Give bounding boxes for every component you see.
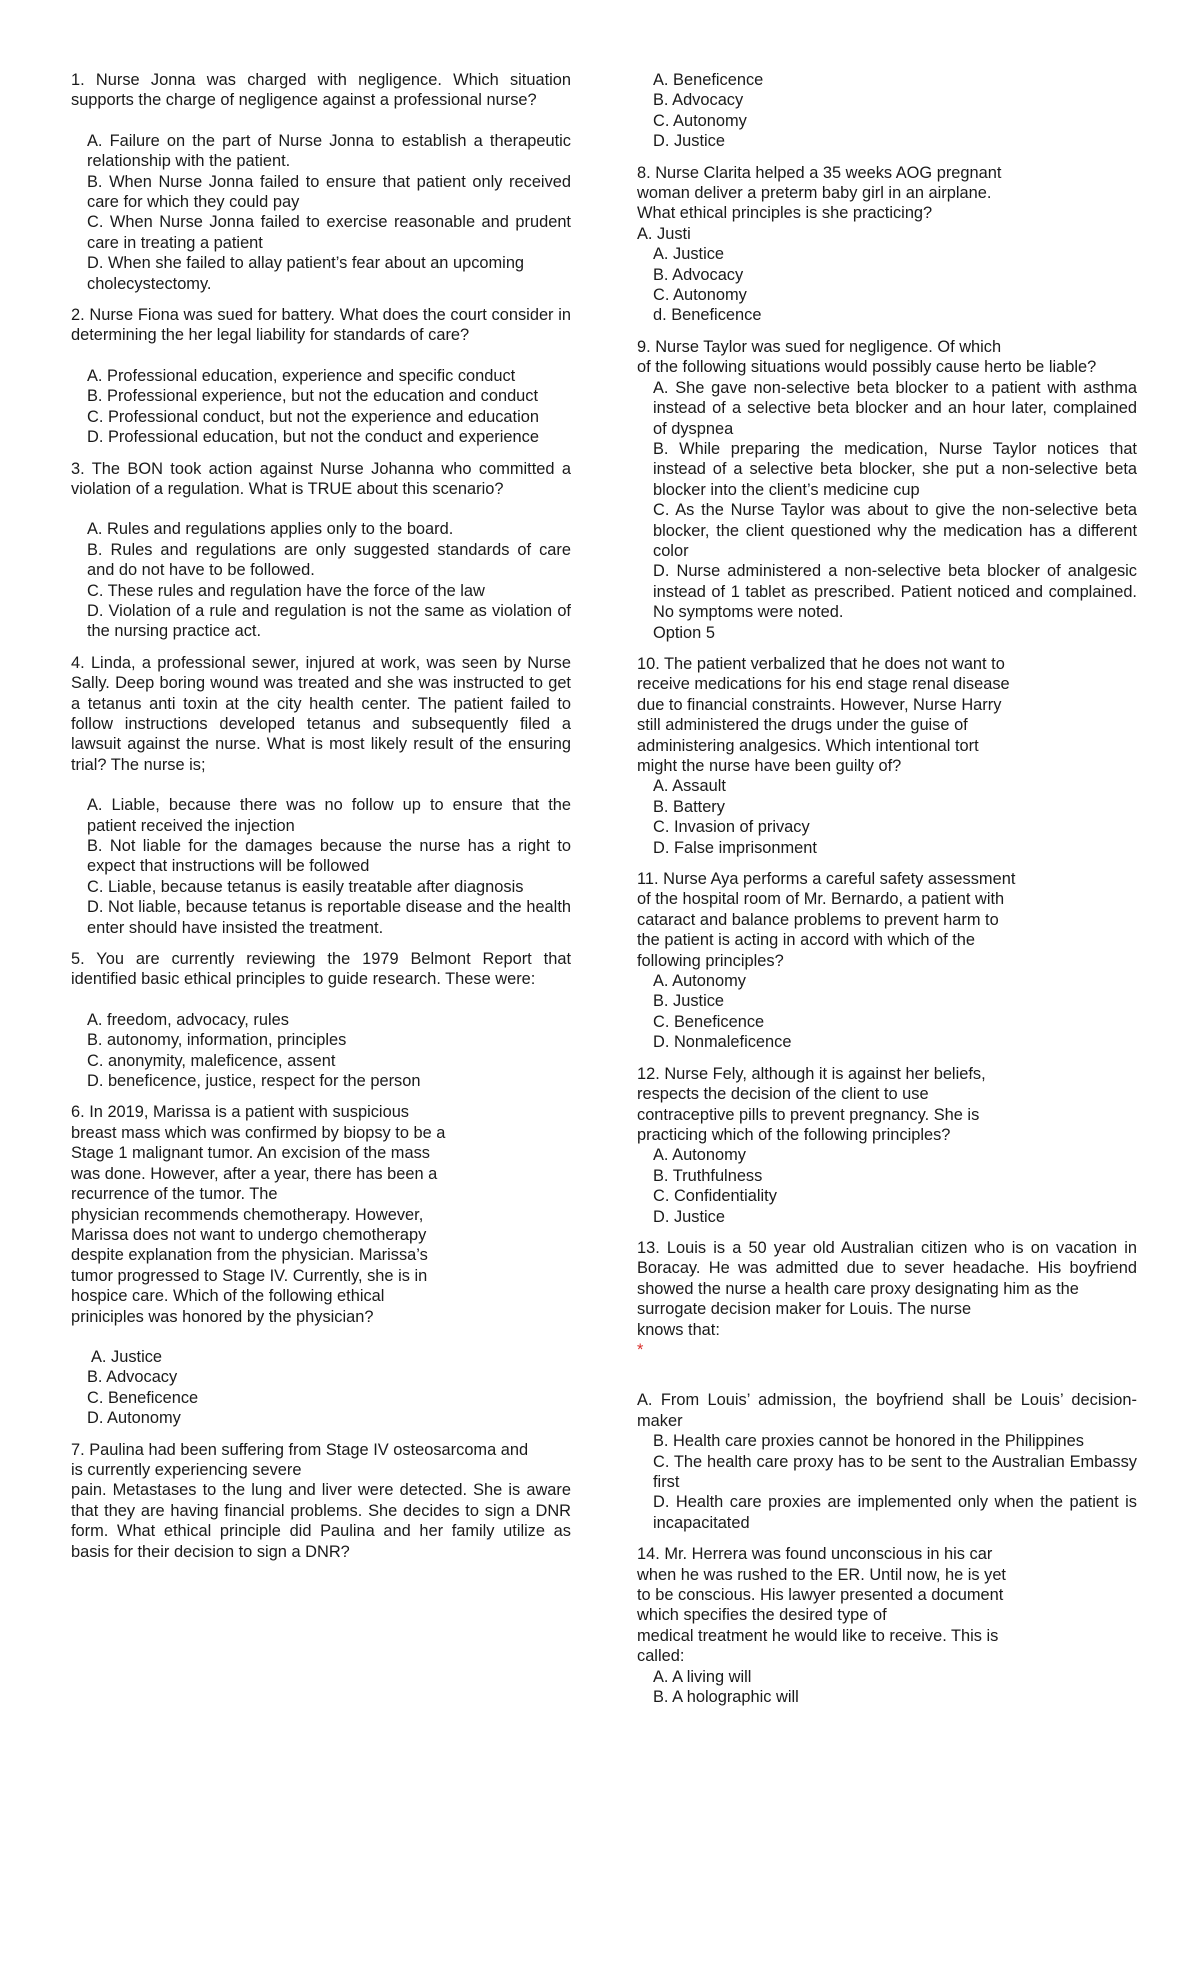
option-c: C. Autonomy <box>653 111 747 130</box>
option-d: D. False imprisonment <box>653 838 817 857</box>
options-list <box>71 131 571 294</box>
stem-line: of the following situations would possibly cause herto be liable? <box>637 358 1097 377</box>
stem-line: of the hospital room of Mr. Bernardo, a patient with <box>637 890 1005 909</box>
stem-line: 10. The patient verbalized that he does not want to <box>637 654 1005 673</box>
question-stem <box>637 337 1137 378</box>
option-b: B. Advocacy <box>87 1368 178 1387</box>
stem-line: which specifies the desired type of <box>637 1606 887 1625</box>
option-d: D. Autonomy <box>87 1409 181 1428</box>
stem-line: 12. Nurse Fely, although it is against her beliefs, <box>637 1064 986 1083</box>
option-b: B. Battery <box>653 797 725 816</box>
question-11 <box>637 869 1137 1053</box>
question-stem <box>637 1064 1137 1146</box>
stem-line: was done. However, after a year, there has been a <box>71 1164 438 1183</box>
question-7 <box>71 1440 571 1562</box>
option-a: A. Justice <box>653 245 725 264</box>
options-list <box>71 795 571 938</box>
options-list <box>637 378 1137 643</box>
option-b: B. Justice <box>653 992 725 1011</box>
question-8 <box>637 163 1137 326</box>
options-list <box>71 366 571 448</box>
option-d: D. Professional education, but not the conduct and experience <box>87 428 539 447</box>
option-b: B. Truthfulness <box>653 1166 763 1185</box>
question-stem <box>71 1440 571 1562</box>
option-d: D. Nurse administered a non-selective beta blocker of analgesic instead of 1 tablet as prescribed. Patient noticed and complained. No symptoms were noted. <box>653 562 1137 622</box>
option-b: B. Professional experience, but not the education and conduct <box>87 387 539 406</box>
option-c: C. When Nurse Jonna failed to exercise reasonable and prudent care in treating a patient <box>87 213 571 252</box>
option-d: D. Not liable, because tetanus is reportable disease and the health enter should have insisted the treatment. <box>87 898 571 937</box>
option-d: D. Justice <box>653 1207 725 1226</box>
option-c: C. Confidentiality <box>653 1187 777 1206</box>
stem-line: surrogate decision maker for Louis. The nurse <box>637 1300 972 1319</box>
option-d: d. Beneficence <box>653 306 762 325</box>
option-a: A. Autonomy <box>653 1146 746 1165</box>
option-c: C. Beneficence <box>87 1388 199 1407</box>
stem-line: practicing which of the following principles? <box>637 1125 951 1144</box>
option-d: D. When she failed to allay patient’s fear about an upcoming cholecystectomy. <box>87 254 525 293</box>
stem-line: hospice care. Which of the following ethical <box>71 1287 385 1306</box>
options-list <box>637 1390 1137 1533</box>
option-b: B. While preparing the medication, Nurse Taylor notices that instead of a selective beta blocker, she put a non-selective beta blocker into the client’s medicine cup <box>653 439 1137 499</box>
option-b: B. Advocacy <box>653 91 744 110</box>
question-7-options <box>637 70 1137 152</box>
options-list <box>637 1145 1137 1227</box>
stem-line: 13. Louis is a 50 year old Australian citizen who is on vacation in Boracay. He was admitted due to sever headache. His boyfriend showed the nurse a health care proxy designating him as the <box>637 1238 1137 1298</box>
stem-line: following principles? <box>637 951 784 970</box>
stem-line: A. Justi <box>637 224 691 243</box>
stem-line: knows that: <box>637 1320 720 1339</box>
stem-line: might the nurse have been guilty of? <box>637 757 902 775</box>
stem-line: pain. Metastases to the lung and liver were detected. She is aware that they are having financial problems. She decides to sign a DNR form. What ethical principle did Paulina and her family utilize as basis for their decision to sign a DNR? <box>71 1481 571 1561</box>
stem-line: Marissa does not want to undergo chemotherapy <box>71 1225 427 1244</box>
option-c: C. Liable, because tetanus is easily treatable after diagnosis <box>87 877 524 896</box>
stem-line: 11. Nurse Aya performs a careful safety assessment <box>637 870 1016 889</box>
question-12 <box>637 1064 1137 1227</box>
stem-line: administering analgesics. Which intentional tort <box>637 736 979 755</box>
stem-line: to be conscious. His lawyer presented a document <box>637 1586 1004 1605</box>
options-list <box>71 1010 571 1092</box>
option-a: A. Autonomy <box>653 972 746 991</box>
option-a: A. Justice <box>91 1347 163 1366</box>
option-c: C. anonymity, maleficence, assent <box>87 1051 336 1070</box>
option-c: C. Invasion of privacy <box>653 818 810 837</box>
option-5: Option 5 <box>653 623 715 642</box>
option-d: D. Health care proxies are implemented only when the patient is incapacitated <box>653 1493 1137 1532</box>
option-b: B. A holographic will <box>653 1688 799 1707</box>
stem-line: is currently experiencing severe <box>71 1460 302 1479</box>
question-stem <box>637 654 1137 776</box>
option-d: D. beneficence, justice, respect for the person <box>87 1072 421 1091</box>
stem-line: priniciples was honored by the physician? <box>71 1307 374 1326</box>
stem-line: when he was rushed to the ER. Until now, he is yet <box>637 1565 1006 1584</box>
left-column <box>71 70 571 1573</box>
option-a: A. From Louis’ admission, the boyfriend shall be Louis’ decision-maker <box>637 1391 1137 1430</box>
option-a: A. She gave non-selective beta blocker to a patient with asthma instead of a selective beta blocker and an hour later, complained of dyspnea <box>653 378 1137 438</box>
option-a: A. A living will <box>653 1667 752 1686</box>
option-c: C. As the Nurse Taylor was about to give the non-selective beta blocker, the client questioned why the medication has a different color <box>653 501 1137 560</box>
stem-line: cataract and balance problems to prevent harm to <box>637 910 999 929</box>
options-list <box>637 70 1137 152</box>
stem-line: called: <box>637 1647 685 1666</box>
stem-line: due to financial constraints. However, Nurse Harry <box>637 695 1002 714</box>
question-stem: 1. Nurse Jonna was charged with negligence. Which situation supports the charge of negligence against a professional nurse? <box>71 71 571 110</box>
question-stem <box>637 163 1137 245</box>
option-d: D. Nonmaleficence <box>653 1033 792 1052</box>
stem-line: physician recommends chemotherapy. However, <box>71 1205 424 1224</box>
stem-line: medical treatment he would like to receive. This is <box>637 1626 999 1645</box>
option-b: B. Not liable for the damages because the nurse has a right to expect that instructions will be followed <box>87 837 571 876</box>
question-4 <box>71 653 571 938</box>
options-list <box>637 971 1137 1053</box>
option-a: A. Failure on the part of Nurse Jonna to establish a therapeutic relationship with the patient. <box>87 131 571 171</box>
question-5 <box>71 949 571 1091</box>
option-c: C. The health care proxy has to be sent to the Australian Embassy first <box>653 1452 1137 1491</box>
question-stem <box>637 1544 1137 1666</box>
option-b: B. autonomy, information, principles <box>87 1031 347 1050</box>
option-d: D. Violation of a rule and regulation is not the same as violation of the nursing practice act. <box>87 601 571 641</box>
stem-line: 8. Nurse Clarita helped a 35 weeks AOG pregnant <box>637 163 1002 182</box>
question-13 <box>637 1238 1137 1533</box>
options-list <box>637 244 1137 326</box>
question-3 <box>71 459 571 642</box>
option-b: B. Rules and regulations are only suggested standards of care and do not have to be followed. <box>87 540 571 580</box>
option-a: A. Assault <box>653 777 726 796</box>
options-list <box>71 519 571 641</box>
option-b: B. Advocacy <box>653 265 744 284</box>
stem-line: the patient is acting in accord with which of the <box>637 931 976 950</box>
option-a: A. Beneficence <box>653 71 764 89</box>
option-a: A. Professional education, experience and specific conduct <box>87 366 516 385</box>
required-asterisk: * <box>637 1340 644 1359</box>
question-stem: 4. Linda, a professional sewer, injured at work, was seen by Nurse Sally. Deep boring wound was treated and she was instructed to get a tetanus anti toxin at the city health center. The patient failed to follow instructions developed tetanus and subsequently filed a lawsuit against the nurse. What is most likely result of the ensuring trial? The nurse is; <box>71 653 571 774</box>
stem-line: despite explanation from the physician. Marissa’s <box>71 1246 428 1265</box>
stem-line: What ethical principles is she practicing? <box>637 204 933 223</box>
stem-line: tumor progressed to Stage IV. Currently, she is in <box>71 1266 428 1285</box>
right-column <box>637 70 1137 1718</box>
stem-line: recurrence of the tumor. The <box>71 1185 278 1204</box>
question-stem: 5. You are currently reviewing the 1979 Belmont Report that identified basic ethical principles to guide research. These were: <box>71 950 571 989</box>
question-9 <box>637 337 1137 643</box>
option-c: C. Beneficence <box>653 1012 765 1031</box>
option-c: C. Professional conduct, but not the experience and education <box>87 407 539 426</box>
stem-line: 14. Mr. Herrera was found unconscious in his car <box>637 1545 993 1564</box>
stem-line: 6. In 2019, Marissa is a patient with suspicious <box>71 1103 410 1122</box>
question-stem: 3. The BON took action against Nurse Johanna who committed a violation of a regulation. What is TRUE about this scenario? <box>71 459 571 498</box>
question-10 <box>637 654 1137 858</box>
option-a: A. freedom, advocacy, rules <box>87 1010 289 1029</box>
option-a: A. Rules and regulations applies only to the board. <box>87 520 454 539</box>
stem-line: respects the decision of the client to use <box>637 1085 929 1104</box>
stem-line: Stage 1 malignant tumor. An excision of the mass <box>71 1144 430 1163</box>
question-2 <box>71 305 571 447</box>
question-stem: 2. Nurse Fiona was sued for battery. What does the court consider in determining the her legal liability for standards of care? <box>71 306 571 345</box>
question-14 <box>637 1544 1137 1707</box>
question-stem <box>71 1102 571 1326</box>
option-b: B. When Nurse Jonna failed to ensure that patient only received care for which they could pay <box>87 172 571 212</box>
option-b: B. Health care proxies cannot be honored in the Philippines <box>653 1432 1084 1451</box>
stem-line: breast mass which was confirmed by biopsy to be a <box>71 1123 446 1142</box>
stem-line: woman deliver a preterm baby girl in an airplane. <box>637 184 992 203</box>
question-1 <box>71 70 571 294</box>
stem-line: 7. Paulina had been suffering from Stage IV osteosarcoma and <box>71 1440 529 1459</box>
stem-line: receive medications for his end stage renal disease <box>637 675 1010 694</box>
stem-line: still administered the drugs under the guise of <box>637 716 968 735</box>
question-6 <box>71 1102 571 1428</box>
stem-line: 9. Nurse Taylor was sued for negligence. Of which <box>637 337 1002 356</box>
options-list <box>71 1347 571 1429</box>
option-a: A. Liable, because there was no follow up to ensure that the patient received the injection <box>87 796 571 835</box>
option-c: C. These rules and regulation have the force of the law <box>87 581 485 600</box>
question-stem <box>637 1238 1137 1360</box>
options-list <box>637 776 1137 858</box>
option-c: C. Autonomy <box>653 286 747 305</box>
stem-line: contraceptive pills to prevent pregnancy. She is <box>637 1105 980 1124</box>
question-stem <box>637 869 1137 971</box>
options-list <box>637 1667 1137 1708</box>
option-d: D. Justice <box>653 132 725 151</box>
